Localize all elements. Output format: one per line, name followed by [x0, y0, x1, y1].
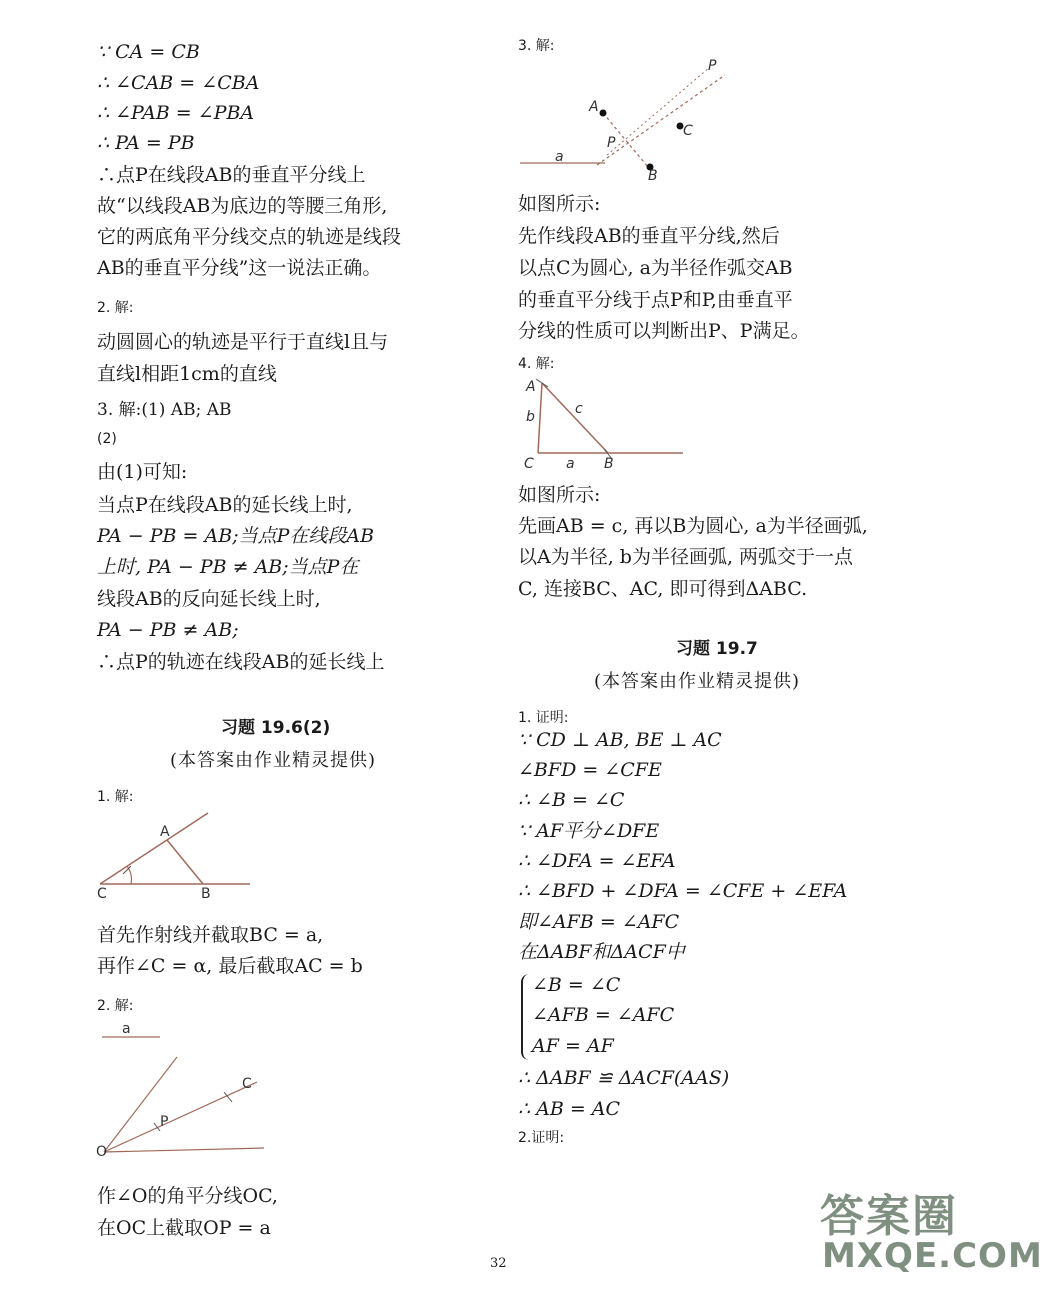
system-brace [521, 974, 529, 1060]
text-line: ∴ ∠PAB = ∠PBA [97, 102, 255, 124]
segment-label: a [555, 149, 564, 165]
angle-side [104, 1057, 177, 1152]
text-line: 先作线段AB的垂直平分线,然后 [518, 225, 780, 247]
perpendicular-bisector-figure [515, 55, 730, 185]
text-line: 它的两底角平分线交点的轨迹是线段 [97, 226, 402, 248]
watermark-text: 答案圈 [820, 1191, 958, 1242]
text-line: 线段AB的反向延长线上时, [97, 588, 321, 610]
bisector-line [597, 75, 725, 165]
text-line: 作∠O的角平分线OC, [97, 1185, 278, 1207]
point-label: P [708, 58, 717, 74]
side-c [542, 383, 608, 453]
text-line: 先画AB = c, 再以B为圆心, a为半径画弧, [518, 515, 868, 537]
text-line: AB的垂直平分线”这一说法正确。 [97, 257, 382, 279]
vertex-label: C [524, 456, 534, 472]
proof-line: ∴ ΔABF ≌ ΔACF(AAS) [518, 1067, 730, 1089]
text-line: 直线l相距1cm的直线 [97, 363, 277, 385]
question-label: 2. 解: [97, 300, 134, 316]
system-line: AF = AF [532, 1035, 614, 1057]
text-line: 以点C为圆心, a为半径作弧交AB [518, 257, 793, 279]
proof-line: 在ΔABF和ΔACF中 [518, 941, 685, 963]
text-line: 以A为半径, b为半径画弧, 两弧交于一点 [518, 546, 854, 568]
proof-line: ∴ ∠BFD + ∠DFA = ∠CFE + ∠EFA [518, 880, 848, 902]
section-title: 习题 19.7 [676, 639, 758, 659]
question-label: 1. 解: [97, 789, 134, 805]
point-label: C [242, 1076, 252, 1092]
point-label: B [648, 168, 658, 184]
side-b [538, 383, 542, 453]
text-line: 上时, PA − PB ≠ AB;当点P在 [97, 556, 359, 578]
segment-label: a [122, 1021, 131, 1037]
text-line: 在OC上截取OP = a [97, 1217, 271, 1239]
text-line: 如图所示: [518, 193, 601, 215]
point-label: B [201, 886, 211, 902]
text-line: 首先作射线并截取BC = a, [97, 924, 324, 946]
point-label: A [160, 824, 170, 840]
text-line: PA − PB ≠ AB; [97, 619, 239, 641]
vertex-label: A [526, 379, 536, 395]
system-line: ∠AFB = ∠AFC [532, 1004, 675, 1026]
proof-line: ∴ ∠DFA = ∠EFA [518, 850, 676, 872]
section-title: 习题 19.6(2) [221, 718, 331, 738]
text-line: 当点P在线段AB的延长线上时, [97, 494, 353, 516]
question-label: 2. 解: [97, 998, 134, 1014]
side-label: c [575, 401, 583, 417]
text-line: ∴ ∠CAB = ∠CBA [97, 72, 260, 94]
question-label: 3. 解: [518, 38, 555, 54]
point-label: O [96, 1144, 108, 1160]
text-line: C, 连接BC、AC, 即可得到ΔABC. [518, 578, 808, 600]
text-line: ∵ CA = CB [97, 41, 200, 63]
proof-line: ∵ AF平分∠DFE [518, 820, 660, 842]
point-label: P [607, 135, 616, 151]
text-line: 故“以线段AB为底边的等腰三角形, [97, 195, 388, 217]
proof-line: ∴ AB = AC [518, 1098, 621, 1120]
watermark-url: MXQE.COM [822, 1236, 1043, 1276]
text-line: 由(1)可知: [97, 461, 188, 483]
question-label: 1. 证明: [518, 710, 569, 726]
point-a [600, 110, 607, 117]
bisector-line [104, 1082, 257, 1152]
proof-line: 即∠AFB = ∠AFC [518, 911, 680, 933]
side-label: b [526, 409, 535, 425]
text-line: ∴点P在线段AB的垂直平分线上 [97, 164, 366, 186]
vertex-label: B [604, 456, 614, 472]
proof-line: ∠BFD = ∠CFE [518, 759, 662, 781]
segment-line [167, 840, 203, 884]
point-label: C [97, 886, 107, 902]
angle-bisector-figure [92, 1022, 272, 1162]
text-line: (2) [97, 431, 117, 447]
triangle-abc-figure [518, 373, 688, 473]
page-number: 32 [490, 1256, 507, 1271]
section-note: (本答案由作业精灵提供) [170, 750, 377, 771]
ray-line [100, 813, 208, 884]
section-note: (本答案由作业精灵提供) [594, 671, 801, 692]
point-label: P [160, 1114, 169, 1130]
text-line: 如图所示: [518, 484, 601, 506]
point-label: A [589, 99, 599, 115]
question-label: 2.证明: [518, 1130, 565, 1146]
text-line: PA − PB = AB;当点P在线段AB [97, 525, 375, 547]
question-label: 3. 解:(1) AB; AB [97, 400, 232, 420]
side-label: a [566, 456, 575, 472]
construction-line [607, 67, 710, 155]
system-line: ∠B = ∠C [532, 974, 621, 996]
angle-side [104, 1148, 264, 1152]
proof-line: ∵ CD ⊥ AB, BE ⊥ AC [518, 729, 722, 751]
proof-line: ∴ ∠B = ∠C [518, 789, 625, 811]
text-line: 分线的性质可以判断出P、P满足。 [518, 320, 810, 342]
text-line: 的垂直平分线于点P和P,由垂直平 [518, 289, 793, 311]
text-line: ∴ PA = PB [97, 132, 195, 154]
point-label: C [683, 123, 693, 139]
triangle-construction-figure [95, 808, 260, 903]
text-line: ∴点P的轨迹在线段AB的延长线上 [97, 651, 385, 673]
question-label: 4. 解: [518, 356, 555, 372]
text-line: 动圆圆心的轨迹是平行于直线l且与 [97, 331, 389, 353]
text-line: 再作∠C = α, 最后截取AC = b [97, 955, 363, 977]
